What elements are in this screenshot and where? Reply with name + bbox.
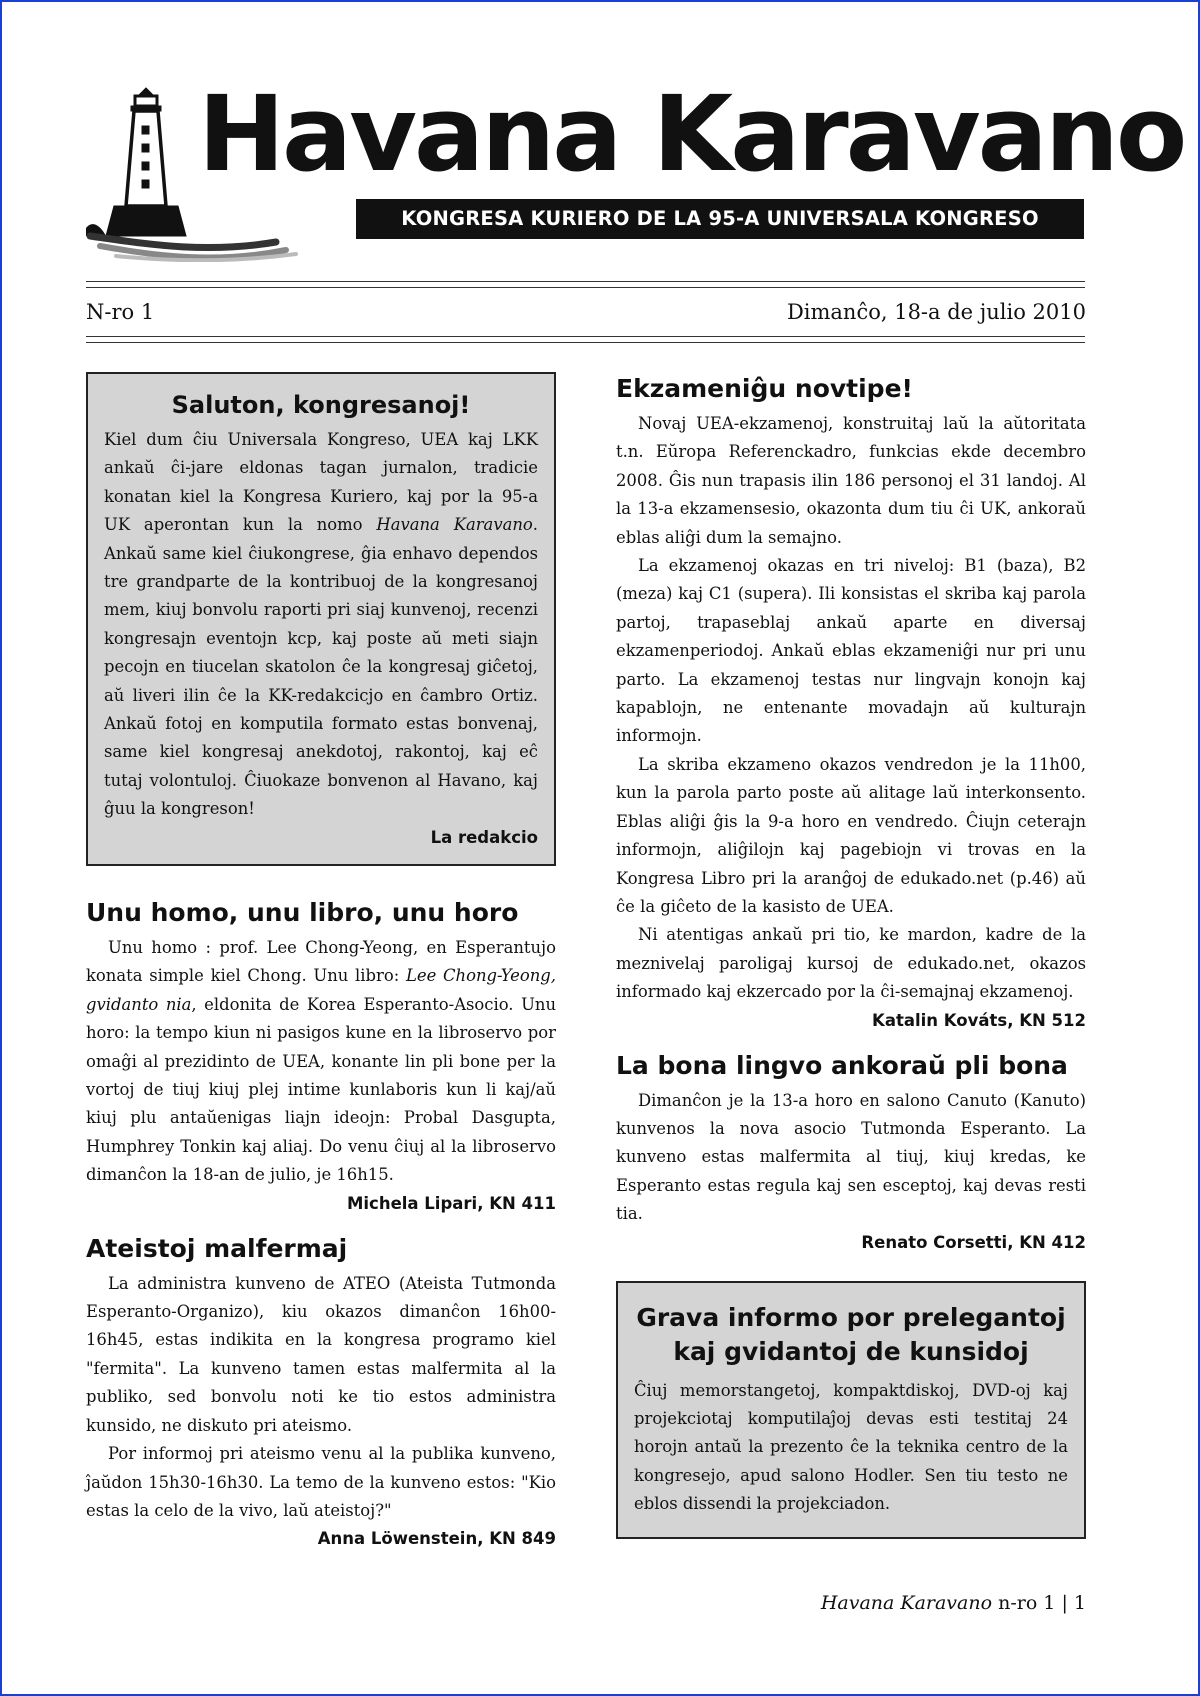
article-book-text-part-1: Unu homo : prof. Lee Chong-Yeong, en Esperantujo konata simple kiel Chong. Unu libro: bbox=[86, 938, 556, 986]
welcome-box bbox=[86, 372, 556, 866]
article-exams-title: Ekzameniĝu novtipe! bbox=[616, 374, 913, 403]
article-language-paragraph-1: Dimanĉon je la 13-a horo en salono Canuto (Kanuto) kunvenos la nova asocio Tutmonda Esperanto. La kunveno estas malfermita al tiuj, kiuj kredas, ke Esperanto estas regula kaj sen esceptoj, kaj devas resti tia. bbox=[616, 1090, 1086, 1224]
article-atheists-paragraph-1: La administra kunveno de ATEO (Ateista Tutmonda Esperanto-Organizo), kiu okazos dimanĉon 16h00-16h45, estas indikita en la kongresa programo kiel "fermita". La kunveno tamen estas malfermita al la publiko, sed bonvolu noti ke tio estos administra kunsido, ne diskuto pri ateismo. bbox=[86, 1273, 556, 1435]
lighthouse-icon bbox=[86, 88, 186, 236]
article-book-book-title: Lee Chong-Yeong, gvidanto nia bbox=[86, 966, 556, 1014]
article-book-title: Unu homo, unu libro, unu horo bbox=[86, 898, 519, 927]
article-exams-paragraph-3: La skriba ekzameno okazos vendredon je la 11h00, kun la parola parto poste aŭ alitage laŭ interkonsento. Eblas aliĝi ĝis la 9-a horo en vendredo. Ĉiujn ceterajn informojn, aliĝilojn kaj pagebiojn vi trovas en la Kongresa Libro pri la aranĝoj de edukado.net (p.46) aŭ ĉe la giĉeto de la kasisto de UEA. bbox=[616, 754, 1086, 916]
article-atheists-body bbox=[86, 1270, 556, 1526]
article-exams-body bbox=[616, 410, 1086, 1007]
welcome-signature: La redakcio bbox=[430, 827, 538, 847]
masthead-subtitle: KONGRESA KURIERO DE LA 95-A UNIVERSALA KONGRESO bbox=[356, 199, 1084, 239]
right-column bbox=[616, 372, 1086, 1539]
notice-text bbox=[634, 1377, 1068, 1519]
article-book-byline: Michela Lipari, KN 411 bbox=[346, 1193, 556, 1213]
footer-page-number: 1 bbox=[1073, 1592, 1086, 1614]
notice-title: Grava informo por prelegantoj kaj gvidantoj de kunsidoj bbox=[636, 1302, 1066, 1366]
issue-number: N-ro 1 bbox=[86, 300, 155, 324]
article-atheists-title: Ateistoj malfermaj bbox=[86, 1233, 348, 1263]
article-exams-paragraph-4: Ni atentigas ankaŭ pri tio, ke mardon, kadre de la meznivelaj paroligaj kursoj de edukado.net, okazos informado kaj ekzercado por la ĉi-semajnaj ekzamenoj. bbox=[616, 925, 1086, 1002]
article-atheists-paragraph-2: Por informoj pri ateismo venu al la publika kunveno, ĵaŭdon 15h30-16h30. La temo de la kunveno estos: "Kio estas la celo de la vivo, laŭ ateistoj?" bbox=[86, 1444, 556, 1520]
welcome-title: Saluton, kongresanoj! bbox=[171, 391, 471, 419]
article-language-byline: Renato Corsetti, KN 412 bbox=[861, 1232, 1086, 1252]
article-atheists-byline: Anna Löwenstein, KN 849 bbox=[317, 1529, 556, 1549]
welcome-newspaper-name: Havana Karavano bbox=[376, 515, 533, 535]
waves-icon bbox=[90, 236, 296, 260]
header-divider-bottom bbox=[86, 336, 1085, 343]
issue-date: Dimanĉo, 18-a de julio 2010 bbox=[786, 300, 1086, 324]
article-exams-paragraph-2: La ekzamenoj okazas en tri niveloj: B1 (baza), B2 (meza) kaj C1 (supera). Ili konsistas el skriba kaj parola partoj, trapaseblaj ankaŭ aparte en diversaj ekzamenperiodoj. Ankaŭ eblas ekzameniĝi nur pri unu parto. La ekzamenoj testas nur lingvajn konojn kaj kapablojn, ne entenante movadajn aŭ kulturajn informojn. bbox=[616, 556, 1086, 746]
welcome-text bbox=[104, 426, 538, 824]
notice-box bbox=[616, 1281, 1086, 1539]
footer-issue: n-ro 1 bbox=[998, 1592, 1056, 1614]
article-exams-byline: Katalin Kováts, KN 512 bbox=[872, 1010, 1086, 1030]
article-language-title: La bona lingvo ankoraŭ pli bona bbox=[616, 1050, 1068, 1080]
article-language-body bbox=[616, 1087, 1086, 1229]
masthead-title: Havana Karavano bbox=[198, 73, 1185, 195]
article-book-text-part-2: , eldonita de Korea Esperanto-Asocio. Unu horo: la tempo kiun ni pasigos kune en la libroservo por omaĝi al prezidinto de UEA, konante lin pli bone per la vortoj de tiuj kiuj plej intime kunlaboris kun li kaj/aŭ kiuj plu antaŭenigas liajn ideojn: Probal Dasgupta, Humphrey Tonkin kaj aliaj. Do venu ĉiuj al la libroservo dimanĉon la 18-an de julio, je 16h15. bbox=[86, 994, 556, 1185]
notice-paragraph: Ĉiuj memorstangetoj, kompaktdiskoj, DVD-oj kaj projekciotaj komputilaĵoj devas esti testitaj 24 horojn antaŭ la prezento ĉe la teknika centro de la kongresejo, apud salono Hodler. Sen tiu testo ne eblos dissendi la projekciadon. bbox=[634, 1380, 1068, 1514]
footer-publication: Havana Karavano bbox=[820, 1592, 993, 1614]
article-book-body bbox=[86, 934, 556, 1190]
welcome-text-part-1: Kiel dum ĉiu Universala Kongreso, UEA kaj LKK ankaŭ ĉi-jare eldonas tagan jurnalon, tradicie konatan kiel la Kongresa Kuriero, kaj por la 95-a UK aperontan kun la nomo bbox=[104, 430, 538, 535]
header-divider-top bbox=[86, 281, 1085, 288]
left-column bbox=[86, 372, 556, 1553]
welcome-text-part-2: . Ankaŭ same kiel ĉiukongrese, ĝia enhavo dependos tre grandparte de la kontribuoj de la kongresanoj mem, kiuj bonvolu raporti pri siaj kunvenoj, recenzi kongresajn eventojn kcp, kaj poste aŭ meti siajn pecojn en tiucelan skatolon ĉe la kongresaj giĉetoj, aŭ liveri ilin ĉe la KK-redakcicjo en ĉambro Ortiz. Ankaŭ fotoj en komputila formato estas bonvenaj, same kiel kongresaj anekdotoj, rakontoj, kaj eĉ tutaj volontuloj. Ĉiuokaze bonvenon al Havano, kaj ĝuu la kongreson! bbox=[104, 515, 538, 819]
article-exams-paragraph-1: Novaj UEA-ekzamenoj, konstruitaj laŭ la aŭtoritata t.n. Eŭropa Referenckadro, funkcias ekde decembro 2008. Ĝis nun trapasis ilin 186 personoj el 31 landoj. Al la 13-a ekzamensesio, okazonta dum tiu ĉi UK, ankoraŭ eblas aliĝi dum la semajno. bbox=[616, 414, 1086, 547]
footer-separator: | bbox=[1061, 1592, 1068, 1614]
page-footer bbox=[821, 1590, 1086, 1616]
